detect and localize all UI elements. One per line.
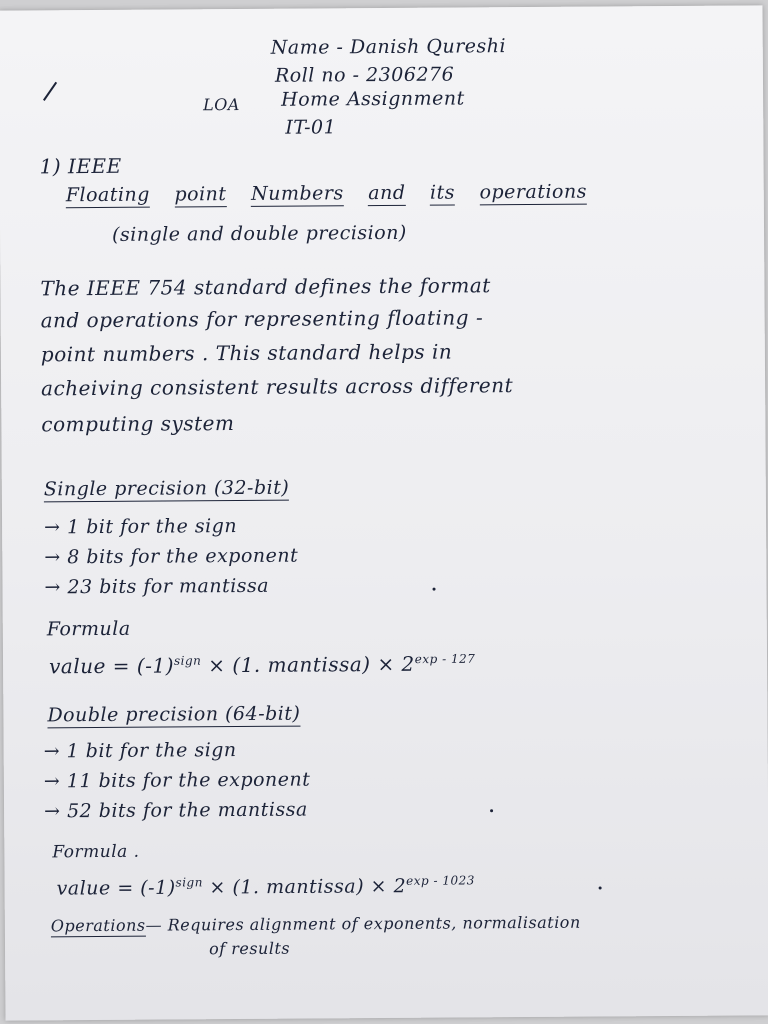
formula-exponent: sign [175, 875, 203, 890]
question-heading [39, 154, 121, 179]
single-precision-heading [44, 477, 290, 501]
double-item: → 52 bits for the mantissa [43, 798, 308, 823]
topic-word: Numbers [250, 182, 344, 205]
subject-code: LOA [203, 94, 241, 115]
formula-exponent: exp - 1023 [406, 873, 475, 888]
topic-word: point [174, 183, 227, 206]
ink-dot [433, 588, 436, 591]
single-item: → 8 bits for the exponent [44, 544, 299, 569]
double-formula [57, 873, 475, 899]
double-precision-heading [47, 703, 300, 727]
topic-word: and [368, 181, 406, 205]
single-formula-label: Formula [46, 617, 131, 641]
operations-continuation: of results [208, 938, 291, 959]
double-item: → 1 bit for the sign [43, 739, 237, 763]
class-code: IT-01 [285, 116, 337, 139]
ink-dot [599, 886, 602, 889]
intro-line: The IEEE 754 standard defines the format [40, 273, 491, 301]
intro-line: computing system [41, 411, 235, 437]
question-subtitle: (single and double precision) [111, 221, 407, 246]
student-name: Name - Danish Qureshi [270, 35, 507, 59]
assignment-title: Home Assignment [281, 87, 465, 111]
question-topic [66, 181, 587, 207]
single-item: → 23 bits for mantissa [44, 574, 270, 599]
question-title: IEEE [67, 153, 122, 179]
double-formula-label: Formula . [52, 841, 140, 863]
intro-line: point numbers . This standard helps in [40, 339, 453, 367]
tick-mark [43, 82, 57, 101]
operations-text: — Requires alignment of exponents, normalisation [145, 912, 581, 935]
notebook-page [0, 5, 768, 1020]
formula-exponent: sign [173, 653, 202, 668]
double-item: → 11 bits for the exponent [43, 768, 311, 793]
formula-part: × (1. mantissa) × 2 [202, 875, 407, 899]
single-precision-title: Single precision (32-bit) [43, 476, 290, 501]
topic-word: operations [479, 180, 588, 204]
formula-part: × (1. mantissa) × 2 [201, 651, 415, 678]
topic-word: Floating [65, 183, 150, 207]
operations-label: Operations [50, 915, 146, 936]
intro-line: acheiving consistent results across different [41, 373, 514, 401]
formula-exponent: exp - 127 [414, 651, 476, 667]
formula-part: value = (-1) [48, 653, 175, 679]
double-precision-title: Double precision (64-bit) [47, 702, 301, 727]
formula-part: value = (-1) [56, 876, 176, 900]
operations-line [51, 913, 581, 936]
single-formula [49, 651, 475, 678]
intro-line: and operations for representing floating - [40, 305, 484, 333]
question-number: 1) [39, 154, 62, 179]
single-item: → 1 bit for the sign [44, 515, 238, 539]
topic-word: its [429, 181, 456, 204]
roll-number: Roll no - 2306276 [274, 63, 455, 87]
ink-dot [490, 809, 493, 812]
